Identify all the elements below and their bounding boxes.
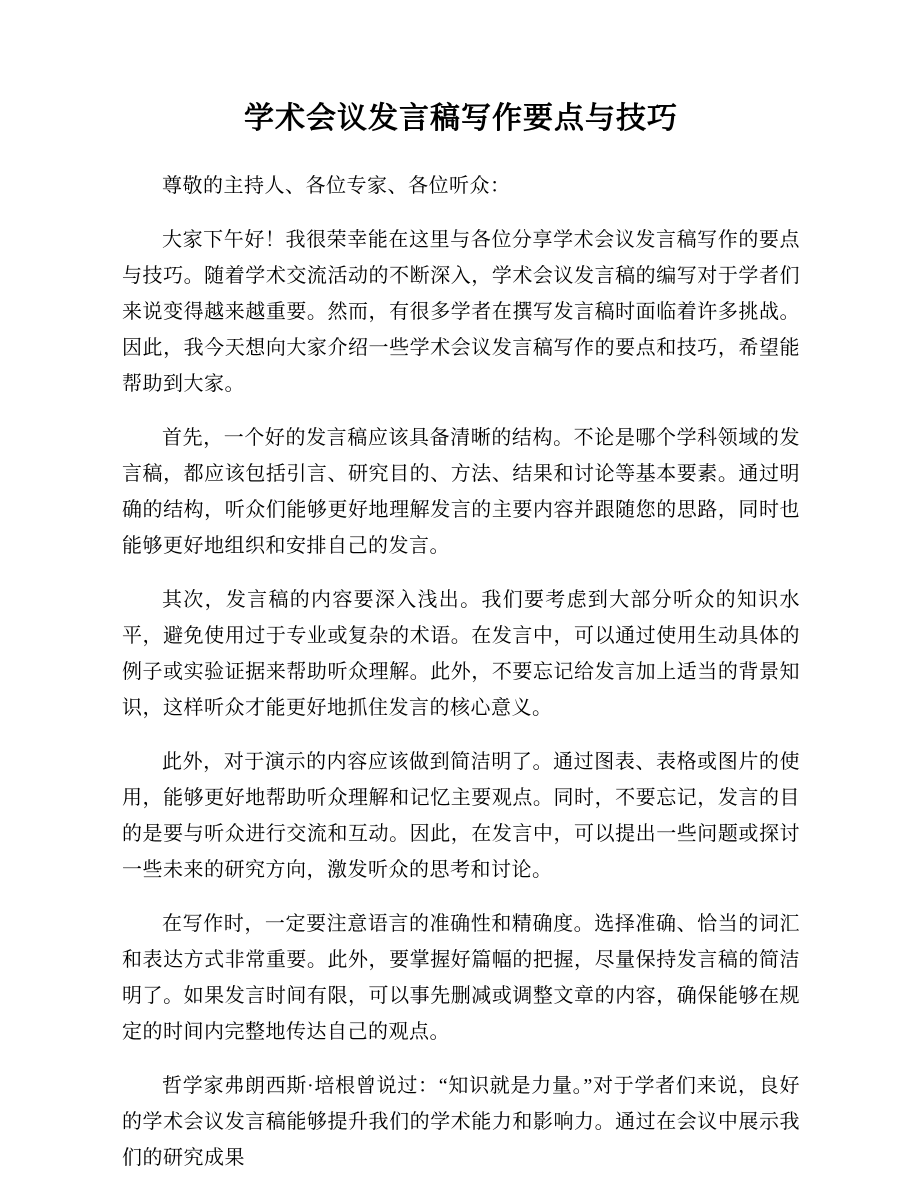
paragraph-presentation: 此外，对于演示的内容应该做到简洁明了。通过图表、表格或图片的使用，能够更好地帮助听众理解和记忆主要观点。同时，不要忘记，发言的目的是要与听众进行交流和互动。因此，在发言中，可以提出一些问题或探讨一些未来的研究方向，激发听众的思考和讨论。 [122,751,800,881]
paragraph-language-precision: 在写作时，一定要注意语言的准确性和精确度。选择准确、恰当的词汇和表达方式非常重要。此外，要掌握好篇幅的把握，尽量保持发言稿的简洁明了。如果发言时间有限，可以事先删减或调整文章的内容，确保能够在规定的时间内完整地传达自己的观点。 [122,913,800,1043]
paragraph-introduction: 大家下午好！我很荣幸能在这里与各位分享学术会议发言稿写作的要点与技巧。随着学术交流活动的不断深入，学术会议发言稿的编写对于学者们来说变得越来越重要。然而，有很多学者在撰写发言稿时面临着许多挑战。因此，我今天想向大家介绍一些学术会议发言稿写作的要点和技巧，希望能帮助到大家。 [122,229,800,395]
paragraph-structure: 首先，一个好的发言稿应该具备清晰的结构。不论是哪个学科领域的发言稿，都应该包括引言、研究目的、方法、结果和讨论等基本要素。通过明确的结构，听众们能够更好地理解发言的主要内容并跟随您的思路，同时也能够更好地组织和安排自己的发言。 [122,427,800,557]
document-title: 学术会议发言稿写作要点与技巧 [244,102,678,135]
paragraph-salutation: 尊敬的主持人、各位专家、各位听众： [162,175,511,197]
paragraph-content-accessibility: 其次，发言稿的内容要深入浅出。我们要考虑到大部分听众的知识水平，避免使用过于专业或复杂的术语。在发言中，可以通过使用生动具体的例子或实验证据来帮助听众理解。此外，不要忘记给发言加上适当的背景知识，这样听众才能更好地抓住发言的核心意义。 [122,589,800,719]
paragraph-conclusion-quote: 哲学家弗朗西斯·培根曾说过：“知识就是力量。”对于学者们来说，良好的学术会议发言稿能够提升我们的学术能力和影响力。通过在会议中展示我们的研究成果 [122,1075,800,1169]
